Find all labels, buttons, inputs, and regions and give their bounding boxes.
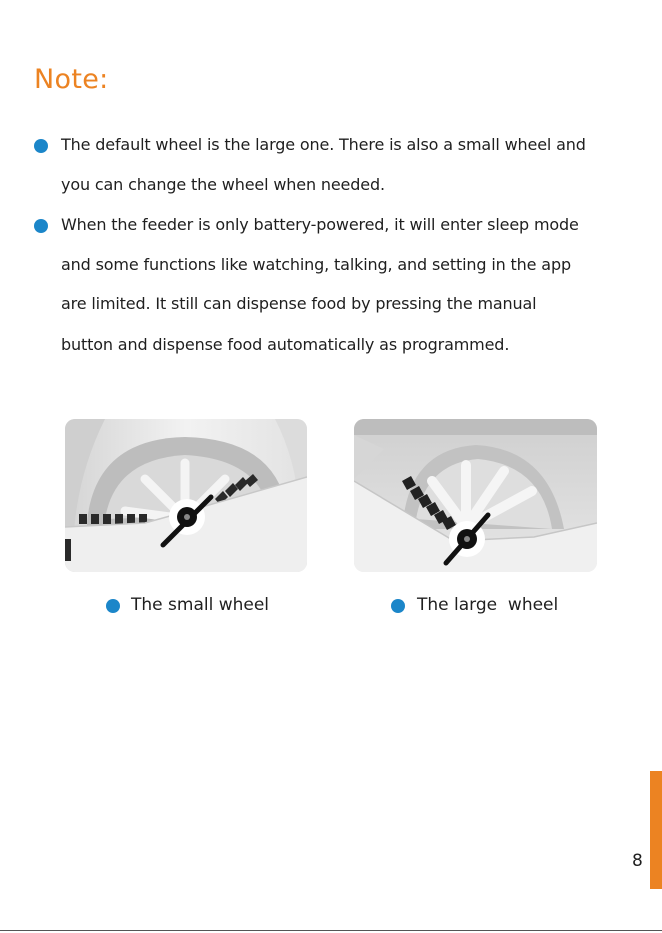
large-wheel-photo	[354, 419, 597, 572]
note-heading: Note:	[34, 64, 109, 95]
small-wheel-caption: The small wheel	[131, 595, 270, 615]
bottom-divider	[0, 930, 662, 931]
bullet-icon	[34, 219, 48, 233]
note-1-line-2: you can change the wheel when needed.	[61, 175, 385, 194]
note-2-line-1: When the feeder is only battery-powered, it will enter sleep mode	[61, 215, 579, 234]
note-2-line-3: are limited. It still can dispense food by pressing the manual	[61, 294, 537, 313]
note-1-line-1: The default wheel is the large one. There is also a small wheel and	[61, 135, 586, 154]
bullet-icon	[106, 599, 120, 613]
page-number: 8	[632, 851, 643, 871]
small-wheel-photo	[65, 419, 307, 572]
note-2-line-4: button and dispense food automatically as programmed.	[61, 335, 510, 354]
large-wheel-caption: The large wheel	[417, 595, 559, 615]
bullet-icon	[34, 139, 48, 153]
page-edge-tab	[650, 771, 662, 889]
bullet-icon	[391, 599, 405, 613]
note-2-line-2: and some functions like watching, talking, and setting in the app	[61, 255, 571, 274]
